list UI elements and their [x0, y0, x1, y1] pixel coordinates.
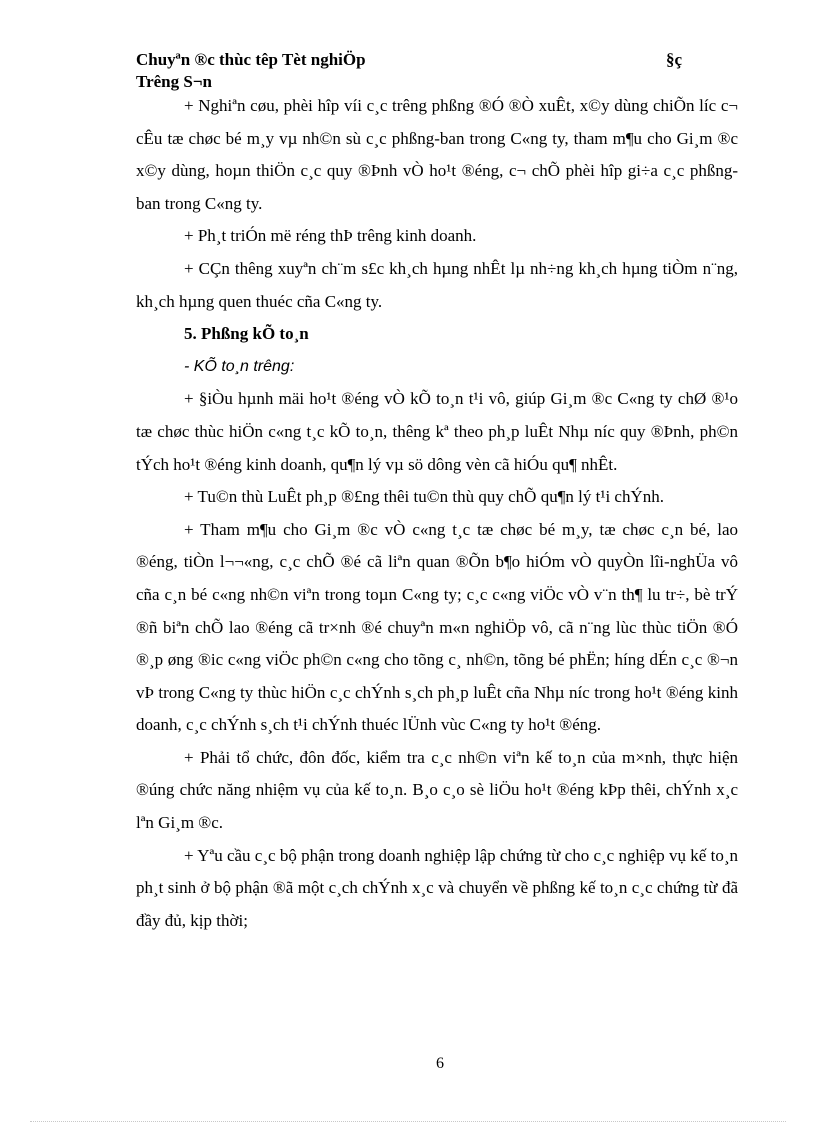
- page-number: 6: [436, 1055, 444, 1072]
- paragraph: + Nghiªn cøu, phèi hîp víi c¸c trêng phßng ®Ó ®Ò xuÊt, x©y dùng chiÕn líc c¬ cÊu tæ chøc bé m¸y vµ nh©n sù c¸c phßng-ban trong C«ng ty, tham m¶u cho Gi¸m ®c x©y dùng, hoµn thiÖn c¸c quy ®Þnh vÒ ho¹t ®éng, c¬ chÕ phèi hîp gi÷a c¸c phßng-ban trong C«ng ty.: [136, 96, 738, 213]
- paragraph: + Tham m¶u cho Gi¸m ®c vÒ c«ng t¸c tæ chøc bé m¸y, tæ chøc c¸n bé, lao ®éng, tiÒn l¬¬«ng, c¸c chÕ ®é cã liªn quan ®Õn b¶o hiÓm vÒ quyÒn lîi-nghÜa vô cña c¸n bé c«ng nh©n viªn trong toµn C«ng ty; c¸c c«ng viÖc vÒ v¨n th¶ lu tr÷, bè trÝ ®ñ biªn chÕ lao ®éng cã tr×nh ®é chuyªn m«n nghiÖp vô, cã n¨ng lùc thùc tiÖn ®Ó ®¸p øng ®ic c«ng viÖc ph©n c«ng cho tõng c¸ nh©n, tõng bé phËn; híng dÉn c¸c ®¬n vÞ trong C«ng ty thùc hiÖn c¸c chÝnh s¸ch ph¸p luÊt cña Nhµ níc trong ho¹t ®éng kinh doanh, c¸c chÝnh s¸ch t¹i chÝnh thuéc lÜnh vùc C«ng ty ho¹t ®éng.: [136, 519, 738, 735]
- paragraph: + Tu©n thù LuÊt ph¸p ®£ng thêi tu©n thù quy chÕ qu¶n lý t¹i chÝnh.: [184, 487, 664, 507]
- section-heading: 5. Phßng kÕ to¸n: [184, 324, 309, 344]
- footer-rule: [30, 1121, 786, 1122]
- body-text: [136, 90, 738, 937]
- section-subheading: - KÕ to¸n trêng:: [184, 357, 295, 375]
- report-author-line2: Trêng S¬n: [136, 72, 212, 91]
- header-right-mark: §ç: [666, 50, 683, 69]
- paragraph: + Phải tổ chức, đôn đốc, kiểm tra c¸c nh©n viªn kế to¸n của m×nh, thực hiện ®úng chức năng nhiệm vụ của kế to¸n. B¸o c¸o sè liÖu ho¹t ®éng kÞp thêi, chÝnh x¸c lªn Gi¸m ®c.: [136, 747, 738, 833]
- report-title-line1: Chuyªn ®c thùc têp Tèt nghiÖp: [136, 50, 366, 69]
- paragraph: + CÇn thêng xuyªn ch¨m s£c kh¸ch hµng nhÊt lµ nh÷ng kh¸ch hµng tiÒm n¨ng, kh¸ch hµng quen thuéc cña C«ng ty.: [136, 258, 738, 311]
- paragraph: + Yªu cầu c¸c bộ phận trong doanh nghiệp lập chứng từ cho c¸c nghiệp vụ kế to¸n ph¸t sinh ở bộ phận ®ã một c¸ch chÝnh x¸c và chuyển về phßng kế to¸n c¸c chứng từ đã đầy đủ, kịp thời;: [136, 845, 738, 930]
- paragraph: + Ph¸t triÓn më réng thÞ trêng kinh doanh.: [184, 226, 477, 246]
- paragraph: + §iÒu hµnh mäi ho¹t ®éng vÒ kÕ to¸n t¹i vô, giúp Gi¸m ®c C«ng ty chØ ®¹o tæ chøc thùc hiÖn c«ng t¸c kÕ to¸n, thêng kª theo ph¸p luÊt Nhµ níc quy ®Þnh, ph©n tÝch ho¹t ®éng kinh doanh, qu¶n lý vµ sö dông vèn cã hiÓu qu¶ nhÊt.: [136, 389, 738, 474]
